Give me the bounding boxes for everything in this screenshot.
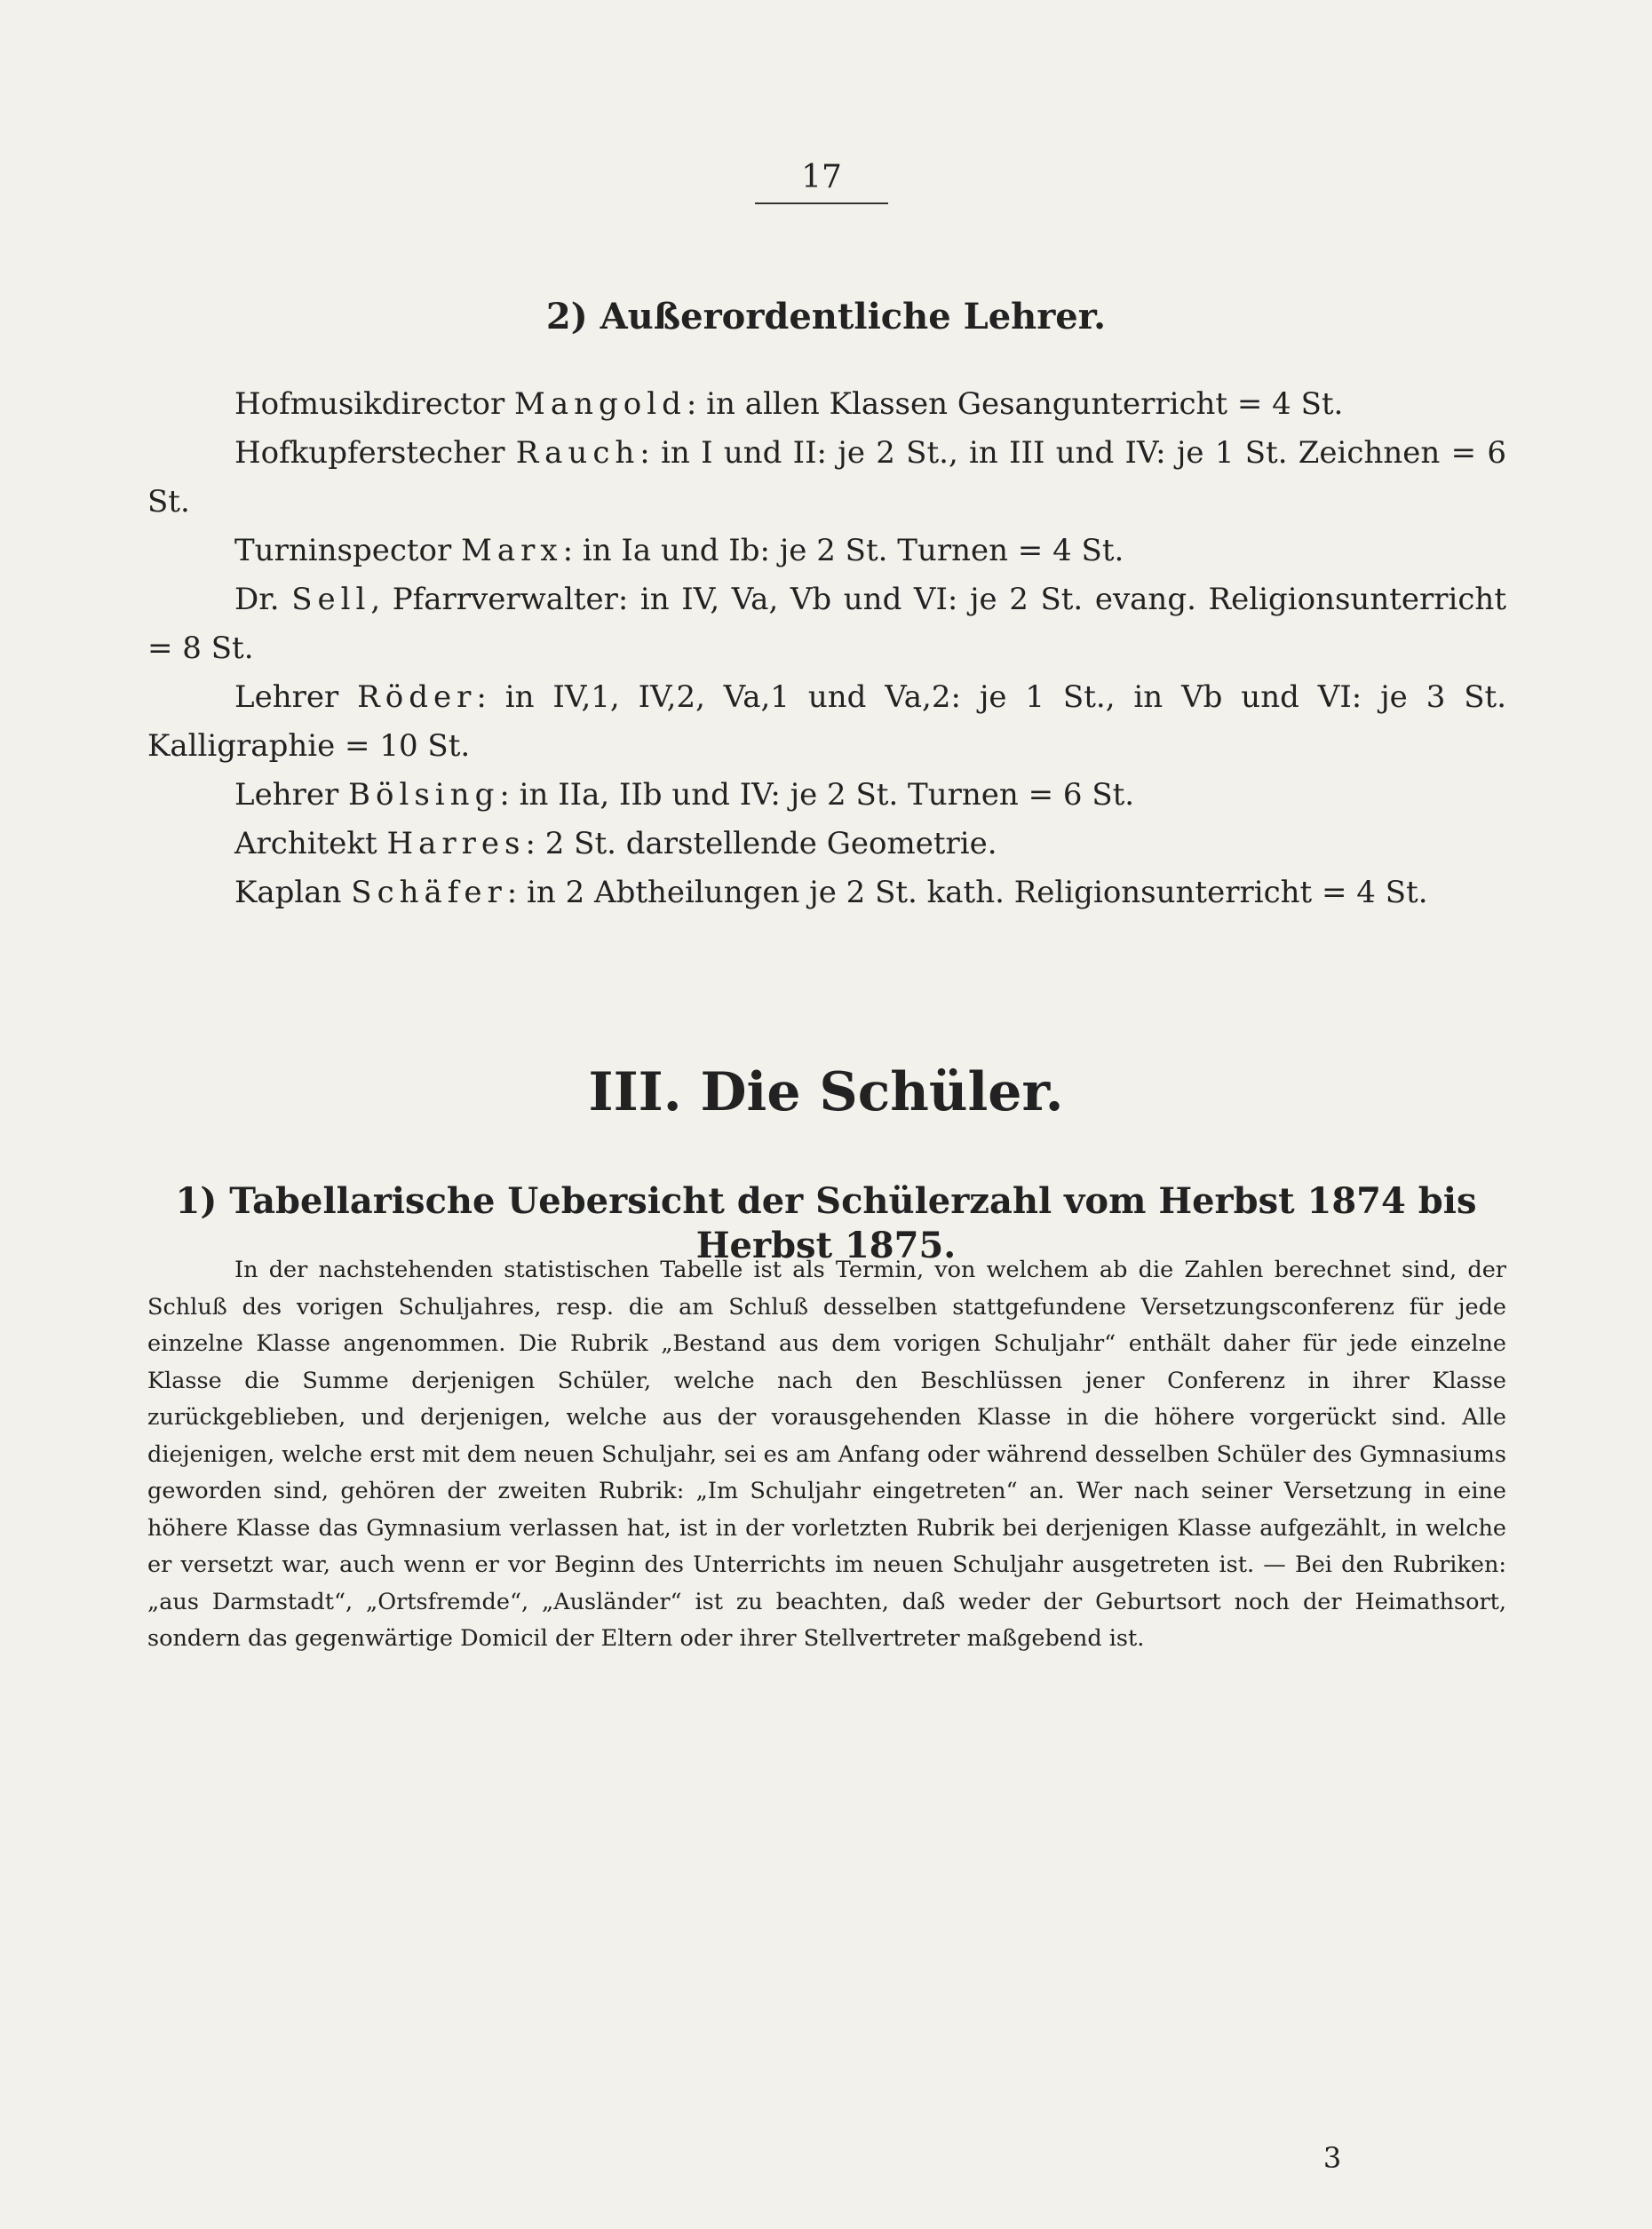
teacher-entry: Architekt Harres: 2 St. darstellende Geometrie. [234, 826, 997, 861]
teacher-entry: Dr. Sell, Pfarrverwalter: in IV, Va, Vb und VI: je 2 St. evang. Religionsunterricht = 8 St. [147, 582, 1506, 666]
teacher-name: Röder [357, 679, 477, 715]
teacher-entry: Lehrer Röder: in IV,1, IV,2, Va,1 und Va,2: je 1 St., in Vb und VI: je 3 St. Kalligraphie = 10 St. [147, 679, 1506, 764]
teacher-name: Bölsing [348, 777, 500, 813]
teacher-name: Sell [291, 582, 371, 617]
teacher-entry: Lehrer Bölsing: in IIa, IIb und IV: je 2 St. Turnen = 6 St. [234, 777, 1135, 813]
chapter-heading: III. Die Schüler. [588, 1061, 1064, 1123]
teacher-entry: Hofkupferstecher Rauch: in I und II: je 2 St., in III und IV: je 1 St. Zeichnen = 6 St. [147, 435, 1506, 520]
teacher-name: Marx [461, 533, 563, 568]
teacher-name: Harres [386, 826, 526, 861]
teacher-entry: Kaplan Schäfer: in 2 Abtheilungen je 2 St. kath. Religionsunterricht = 4 St. [234, 875, 1428, 910]
teacher-name: Schäfer [351, 875, 507, 910]
teacher-entry: Turninspector Marx: in Ia und Ib: je 2 St. Turnen = 4 St. [234, 533, 1124, 568]
page-number: 17 [801, 159, 842, 195]
teacher-name: Mangold [514, 386, 687, 422]
signature-mark: 3 [1322, 2141, 1342, 2175]
section-heading-student-table: 1) Tabellarische Uebersicht der Schülerzahl vom Herbst 1874 bis Herbst 1875. [175, 1180, 1477, 1266]
page-number-rule [755, 202, 888, 204]
section-heading-extraordinary-teachers: 2) Außerordentliche Lehrer. [545, 296, 1107, 337]
teacher-list [147, 380, 1506, 917]
intro-paragraph: In der nachstehenden statistischen Tabelle ist als Termin, von welchem ab die Zahlen berechnet sind, der Schluß des vorigen Schuljahres, resp. die am Schluß desselben stattgefundene Versetzungsconferenz für jede einzelne Klasse angenommen. Die Rubrik „Bestand aus dem vorigen Schuljahr“ enthält daher für jede einzelne Klasse die Summe derjenigen Schüler, welche nach den Beschlüssen jener Conferenz in ihrer Klasse zurückgeblieben, und derjenigen, welche aus der vorausgehenden Klasse in die höhere vorgerückt sind. Alle diejenigen, welche erst mit dem neuen Schuljahr, sei es am Anfang oder während desselben Schüler des Gymnasiums geworden sind, gehören der zweiten Rubrik: „Im Schuljahr eingetreten“ an. Wer nach seiner Versetzung in eine höhere Klasse das Gymnasium verlassen hat, ist in der vorletzten Rubrik bei derjenigen Klasse aufgezählt, in welche er versetzt war, auch wenn er vor Beginn des Unterrichts im neuen Schuljahr ausgetreten ist. — Bei den Rubriken: „aus Darmstadt“, „Ortsfremde“, „Ausländer“ ist zu beachten, daß weder der Geburtsort noch der Heimathsort, sondern das gegenwärtige Domicil der Eltern oder ihrer Stellvertreter maßgebend ist. [147, 1257, 1506, 1652]
teacher-entry: Hofmusikdirector Mangold: in allen Klassen Gesangunterricht = 4 St. [234, 386, 1344, 422]
teacher-name: Rauch [515, 435, 640, 471]
